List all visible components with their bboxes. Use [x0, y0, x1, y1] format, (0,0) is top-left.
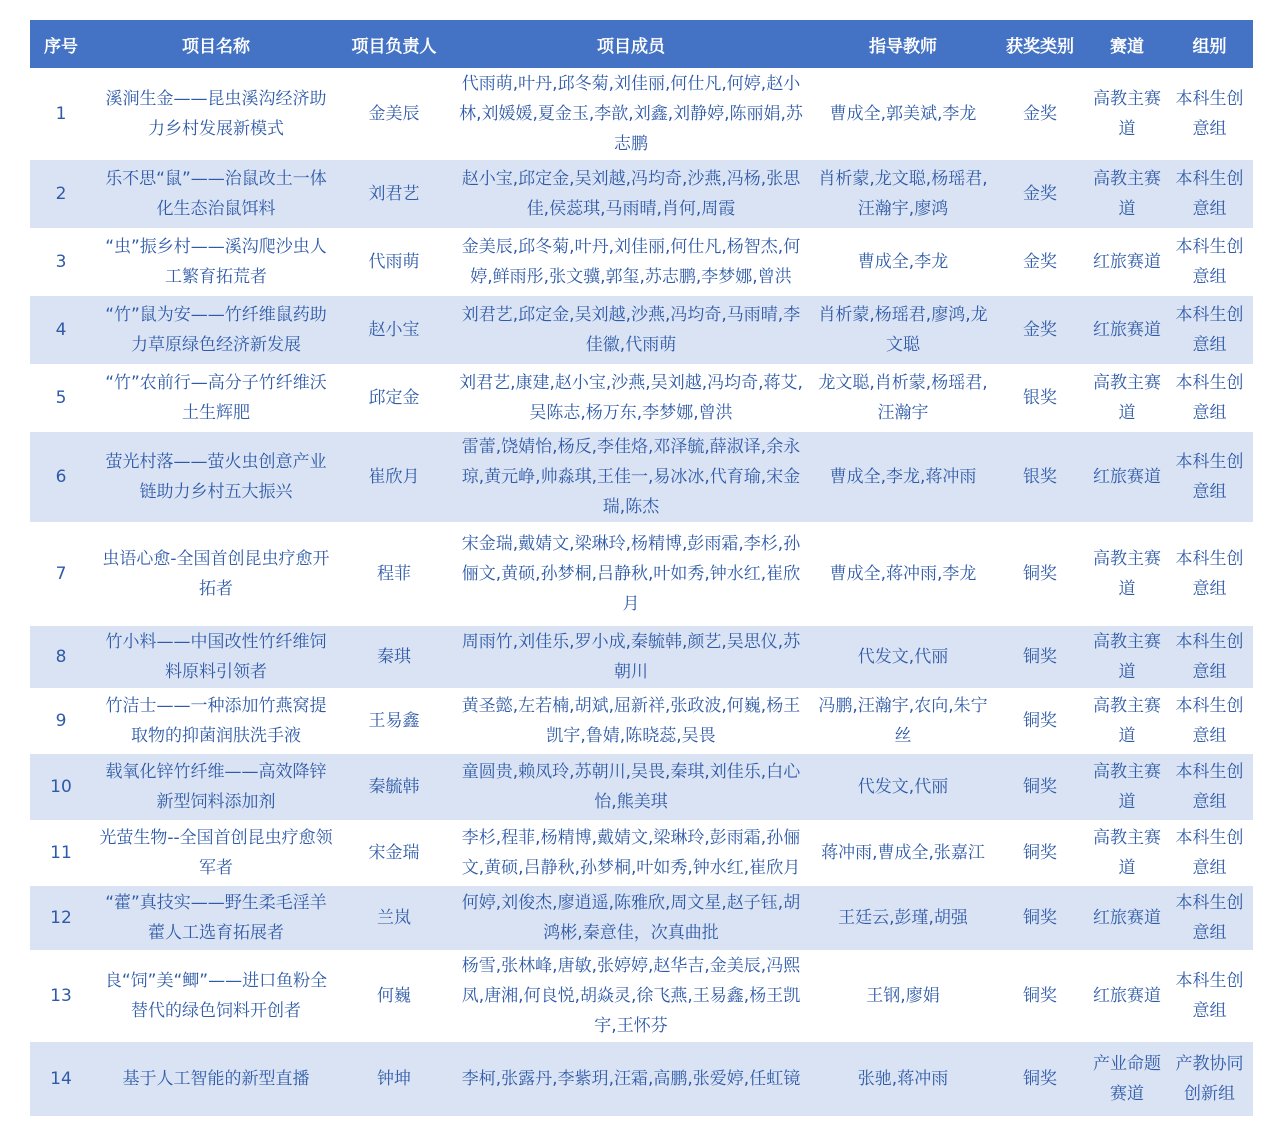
track-cell: 产业命题赛道	[1088, 1042, 1166, 1116]
track-cell: 高教主赛道	[1088, 754, 1166, 820]
header-no: 序号	[30, 20, 92, 68]
project-name-cell: 溪涧生金——昆虫溪沟经济助力乡村发展新模式	[92, 68, 340, 160]
header-leader: 项目负责人	[340, 20, 448, 68]
table-row	[30, 432, 1253, 522]
row-number-cell: 5	[30, 364, 92, 432]
track-cell: 高教主赛道	[1088, 522, 1166, 626]
project-members-cell: 赵小宝,邱定金,吴刘越,冯均奇,沙燕,冯杨,张思佳,侯蕊琪,马雨晴,肖何,周霞	[448, 160, 814, 228]
table-row	[30, 68, 1253, 160]
group-cell: 本科生创意组	[1166, 754, 1253, 820]
table-row	[30, 626, 1253, 688]
group-cell: 本科生创意组	[1166, 820, 1253, 886]
project-name-cell: “藿”真技实——野生柔毛淫羊藿人工选育拓展者	[92, 886, 340, 950]
project-name-cell: “虫”振乡村——溪沟爬沙虫人工繁育拓荒者	[92, 228, 340, 296]
track-cell: 红旅赛道	[1088, 228, 1166, 296]
table-row	[30, 364, 1253, 432]
table-row	[30, 950, 1253, 1042]
project-name-cell: “竹”农前行—高分子竹纤维沃土生辉肥	[92, 364, 340, 432]
project-members-cell: 童圆贵,赖凤玲,苏朝川,吴畏,秦琪,刘佳乐,白心怡,熊美琪	[448, 754, 814, 820]
advisor-teachers-cell: 肖析蒙,杨瑶君,廖鸿,龙文聪	[814, 296, 992, 364]
row-number-cell: 11	[30, 820, 92, 886]
advisor-teachers-cell: 龙文聪,肖析蒙,杨瑶君,汪瀚宇	[814, 364, 992, 432]
project-leader-cell: 兰岚	[340, 886, 448, 950]
track-cell: 红旅赛道	[1088, 432, 1166, 522]
track-cell: 红旅赛道	[1088, 886, 1166, 950]
advisor-teachers-cell: 曹成全,蒋冲雨,李龙	[814, 522, 992, 626]
row-number-cell: 3	[30, 228, 92, 296]
award-category-cell: 铜奖	[992, 754, 1088, 820]
project-leader-cell: 崔欣月	[340, 432, 448, 522]
group-cell: 本科生创意组	[1166, 688, 1253, 754]
advisor-teachers-cell: 代发文,代丽	[814, 754, 992, 820]
row-number-cell: 9	[30, 688, 92, 754]
header-group: 组别	[1166, 20, 1253, 68]
track-cell: 高教主赛道	[1088, 626, 1166, 688]
track-cell: 红旅赛道	[1088, 950, 1166, 1042]
project-leader-cell: 赵小宝	[340, 296, 448, 364]
project-members-cell: 代雨萌,叶丹,邱冬菊,刘佳丽,何仕凡,何婷,赵小林,刘媛媛,夏金玉,李歆,刘鑫,刘静婷,陈丽娟,苏志鹏	[448, 68, 814, 160]
group-cell: 本科生创意组	[1166, 886, 1253, 950]
project-name-cell: 竹洁士——一种添加竹燕窝提取物的抑菌润肤洗手液	[92, 688, 340, 754]
project-leader-cell: 秦琪	[340, 626, 448, 688]
award-category-cell: 铜奖	[992, 1042, 1088, 1116]
project-leader-cell: 刘君艺	[340, 160, 448, 228]
group-cell: 本科生创意组	[1166, 68, 1253, 160]
project-leader-cell: 王易鑫	[340, 688, 448, 754]
project-leader-cell: 邱定金	[340, 364, 448, 432]
group-cell: 本科生创意组	[1166, 950, 1253, 1042]
header-members: 项目成员	[448, 20, 814, 68]
project-name-cell: 良“饲”美“鲫”——进口鱼粉全替代的绿色饲料开创者	[92, 950, 340, 1042]
group-cell: 本科生创意组	[1166, 160, 1253, 228]
award-category-cell: 铜奖	[992, 820, 1088, 886]
row-number-cell: 4	[30, 296, 92, 364]
award-category-cell: 铜奖	[992, 688, 1088, 754]
header-award: 获奖类别	[992, 20, 1088, 68]
advisor-teachers-cell: 曹成全,郭美斌,李龙	[814, 68, 992, 160]
awards-table	[30, 20, 1253, 1116]
row-number-cell: 7	[30, 522, 92, 626]
project-leader-cell: 程菲	[340, 522, 448, 626]
track-cell: 高教主赛道	[1088, 364, 1166, 432]
project-members-cell: 李杉,程菲,杨精博,戴婧文,梁琳玲,彭雨霜,孙俪文,黄硕,吕静秋,孙梦桐,叶如秀,钟水红,崔欣月	[448, 820, 814, 886]
track-cell: 高教主赛道	[1088, 688, 1166, 754]
project-members-cell: 何婷,刘俊杰,廖逍遥,陈雅欣,周文星,赵子钰,胡鸿彬,秦意佳，次真曲批	[448, 886, 814, 950]
row-number-cell: 8	[30, 626, 92, 688]
advisor-teachers-cell: 肖析蒙,龙文聪,杨瑶君,汪瀚宇,廖鸿	[814, 160, 992, 228]
project-members-cell: 雷蕾,饶婧怡,杨反,李佳烙,邓泽毓,薛淑译,余永琼,黄元峥,帅淼琪,王佳一,易冰冰,代育瑜,宋金瑞,陈杰	[448, 432, 814, 522]
track-cell: 红旅赛道	[1088, 296, 1166, 364]
project-leader-cell: 秦毓韩	[340, 754, 448, 820]
project-members-cell: 周雨竹,刘佳乐,罗小成,秦毓韩,颜艺,吴思仪,苏朝川	[448, 626, 814, 688]
group-cell: 本科生创意组	[1166, 432, 1253, 522]
project-name-cell: 竹小料——中国改性竹纤维饲料原料引领者	[92, 626, 340, 688]
project-members-cell: 李柯,张露丹,李紫玥,汪霜,高鹏,张爱婷,任虹镜	[448, 1042, 814, 1116]
project-leader-cell: 代雨萌	[340, 228, 448, 296]
group-cell: 本科生创意组	[1166, 228, 1253, 296]
track-cell: 高教主赛道	[1088, 820, 1166, 886]
row-number-cell: 12	[30, 886, 92, 950]
project-name-cell: 光萤生物--全国首创昆虫疗愈领军者	[92, 820, 340, 886]
award-category-cell: 金奖	[992, 160, 1088, 228]
table-row	[30, 754, 1253, 820]
track-cell: 高教主赛道	[1088, 68, 1166, 160]
project-members-cell: 金美辰,邱冬菊,叶丹,刘佳丽,何仕凡,杨智杰,何婷,鲜雨彤,张文骥,郭玺,苏志鹏,李梦娜,曾洪	[448, 228, 814, 296]
header-teachers: 指导教师	[814, 20, 992, 68]
table-header-row	[30, 20, 1253, 68]
award-category-cell: 铜奖	[992, 626, 1088, 688]
group-cell: 本科生创意组	[1166, 364, 1253, 432]
group-cell: 本科生创意组	[1166, 522, 1253, 626]
award-category-cell: 金奖	[992, 296, 1088, 364]
award-category-cell: 铜奖	[992, 886, 1088, 950]
project-members-cell: 杨雪,张林峰,唐敏,张婷婷,赵华吉,金美辰,冯熙凤,唐湘,何良悦,胡焱灵,徐飞燕,王易鑫,杨王凯宇,王怀芬	[448, 950, 814, 1042]
award-category-cell: 银奖	[992, 432, 1088, 522]
table-row	[30, 296, 1253, 364]
advisor-teachers-cell: 蒋冲雨,曹成全,张嘉江	[814, 820, 992, 886]
advisor-teachers-cell: 王钢,廖娟	[814, 950, 992, 1042]
group-cell: 本科生创意组	[1166, 296, 1253, 364]
advisor-teachers-cell: 王廷云,彭瑾,胡强	[814, 886, 992, 950]
project-leader-cell: 何巍	[340, 950, 448, 1042]
group-cell: 本科生创意组	[1166, 626, 1253, 688]
table-row	[30, 1042, 1253, 1116]
row-number-cell: 2	[30, 160, 92, 228]
header-track: 赛道	[1088, 20, 1166, 68]
project-members-cell: 黄圣懿,左若楠,胡斌,屈新祥,张政波,何巍,杨王凯宇,鲁婧,陈晓蕊,吴畏	[448, 688, 814, 754]
table-row	[30, 688, 1253, 754]
project-name-cell: 萤光村落——萤火虫创意产业链助力乡村五大振兴	[92, 432, 340, 522]
table-row	[30, 820, 1253, 886]
project-leader-cell: 金美辰	[340, 68, 448, 160]
project-name-cell: “竹”鼠为安——竹纤维鼠药助力草原绿色经济新发展	[92, 296, 340, 364]
advisor-teachers-cell: 曹成全,李龙	[814, 228, 992, 296]
project-name-cell: 基于人工智能的新型直播	[92, 1042, 340, 1116]
project-name-cell: 乐不思“鼠”——治鼠改土一体化生态治鼠饵料	[92, 160, 340, 228]
header-project-name: 项目名称	[92, 20, 340, 68]
award-category-cell: 金奖	[992, 228, 1088, 296]
row-number-cell: 10	[30, 754, 92, 820]
project-name-cell: 虫语心愈-全国首创昆虫疗愈开拓者	[92, 522, 340, 626]
award-category-cell: 银奖	[992, 364, 1088, 432]
award-category-cell: 金奖	[992, 68, 1088, 160]
group-cell: 产教协同创新组	[1166, 1042, 1253, 1116]
advisor-teachers-cell: 张驰,蒋冲雨	[814, 1042, 992, 1116]
advisor-teachers-cell: 代发文,代丽	[814, 626, 992, 688]
advisor-teachers-cell: 曹成全,李龙,蒋冲雨	[814, 432, 992, 522]
table-row	[30, 522, 1253, 626]
awards-table-container	[30, 20, 1253, 1116]
row-number-cell: 1	[30, 68, 92, 160]
row-number-cell: 13	[30, 950, 92, 1042]
project-leader-cell: 钟坤	[340, 1042, 448, 1116]
project-members-cell: 刘君艺,邱定金,吴刘越,沙燕,冯均奇,马雨晴,李佳徽,代雨萌	[448, 296, 814, 364]
row-number-cell: 6	[30, 432, 92, 522]
track-cell: 高教主赛道	[1088, 160, 1166, 228]
project-name-cell: 载氧化锌竹纤维——高效降锌新型饲料添加剂	[92, 754, 340, 820]
table-row	[30, 228, 1253, 296]
project-members-cell: 宋金瑞,戴婧文,梁琳玲,杨精博,彭雨霜,李杉,孙俪文,黄硕,孙梦桐,吕静秋,叶如秀,钟水红,崔欣月	[448, 522, 814, 626]
row-number-cell: 14	[30, 1042, 92, 1116]
project-leader-cell: 宋金瑞	[340, 820, 448, 886]
award-category-cell: 铜奖	[992, 950, 1088, 1042]
table-row	[30, 160, 1253, 228]
table-row	[30, 886, 1253, 950]
advisor-teachers-cell: 冯鹏,汪瀚宇,农向,朱宁丝	[814, 688, 992, 754]
award-category-cell: 铜奖	[992, 522, 1088, 626]
project-members-cell: 刘君艺,康建,赵小宝,沙燕,吴刘越,冯均奇,蒋艾,吴陈志,杨万东,李梦娜,曾洪	[448, 364, 814, 432]
